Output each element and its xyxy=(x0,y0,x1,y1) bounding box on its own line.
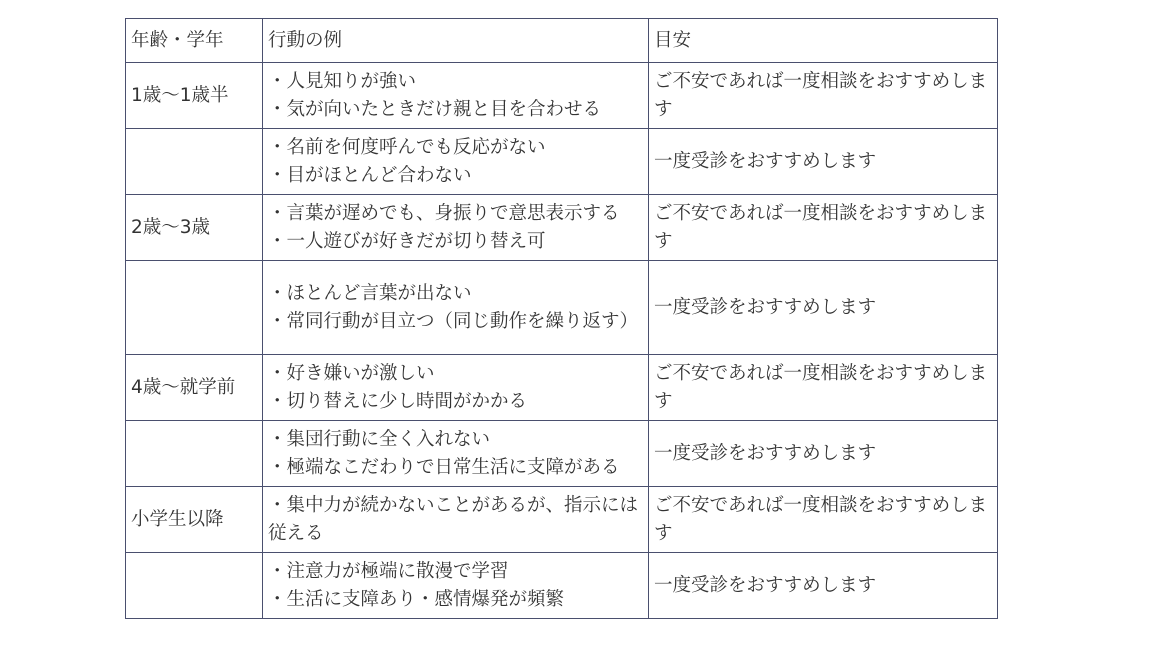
example-item: ・集中力が続かないことがあるが、指示には従える xyxy=(268,494,639,544)
table-row xyxy=(126,553,998,619)
header-examples: 行動の例 xyxy=(263,19,649,63)
age-cell: 1歳～1歳半 xyxy=(126,63,263,129)
age-cell xyxy=(126,261,263,355)
example-item: ・極端なこだわりで日常生活に支障がある xyxy=(268,456,620,478)
examples-cell xyxy=(263,261,649,355)
example-item: ・言葉が遅めでも、身振りで意思表示する xyxy=(268,202,620,224)
examples-cell xyxy=(263,421,649,487)
examples-cell xyxy=(263,487,649,553)
example-item: ・ほとんど言葉が出ない xyxy=(268,282,472,304)
table-row xyxy=(126,129,998,195)
examples-cell xyxy=(263,63,649,129)
guide-cell: 一度受診をおすすめします xyxy=(649,421,998,487)
examples-cell xyxy=(263,129,649,195)
example-item: ・名前を何度呼んでも反応がない xyxy=(268,136,546,158)
table-row xyxy=(126,487,998,553)
example-item: ・目がほとんど合わない xyxy=(268,164,472,186)
example-item: ・集団行動に全く入れない xyxy=(268,428,491,450)
guide-cell: ご不安であれば一度相談をおすすめします xyxy=(649,487,998,553)
guide-cell: ご不安であれば一度相談をおすすめします xyxy=(649,63,998,129)
table-row xyxy=(126,195,998,261)
header-age: 年齢・学年 xyxy=(126,19,263,63)
examples-cell xyxy=(263,355,649,421)
guide-cell: ご不安であれば一度相談をおすすめします xyxy=(649,355,998,421)
guide-cell: 一度受診をおすすめします xyxy=(649,261,998,355)
example-item: ・生活に支障あり・感情爆発が頻繁 xyxy=(268,588,565,610)
header-guide: 目安 xyxy=(649,19,998,63)
table-row xyxy=(126,421,998,487)
table-row xyxy=(126,261,998,355)
example-item: ・気が向いたときだけ親と目を合わせる xyxy=(268,98,602,120)
age-cell: 4歳～就学前 xyxy=(126,355,263,421)
age-cell: 2歳～3歳 xyxy=(126,195,263,261)
age-cell xyxy=(126,553,263,619)
table-row xyxy=(126,63,998,129)
example-item: ・一人遊びが好きだが切り替え可 xyxy=(268,230,546,252)
age-cell xyxy=(126,129,263,195)
example-item: ・好き嫌いが激しい xyxy=(268,362,435,384)
table-header-row xyxy=(126,19,998,63)
example-item: ・常同行動が目立つ（同じ動作を繰り返す） xyxy=(268,310,639,332)
examples-cell xyxy=(263,553,649,619)
age-cell xyxy=(126,421,263,487)
table-row xyxy=(126,355,998,421)
examples-cell xyxy=(263,195,649,261)
guide-cell: 一度受診をおすすめします xyxy=(649,553,998,619)
age-cell: 小学生以降 xyxy=(126,487,263,553)
example-item: ・切り替えに少し時間がかかる xyxy=(268,390,528,412)
guide-cell: ご不安であれば一度相談をおすすめします xyxy=(649,195,998,261)
example-item: ・注意力が極端に散漫で学習 xyxy=(268,560,509,582)
example-item: ・人見知りが強い xyxy=(268,70,417,92)
guidance-table xyxy=(125,18,998,619)
guide-cell: 一度受診をおすすめします xyxy=(649,129,998,195)
